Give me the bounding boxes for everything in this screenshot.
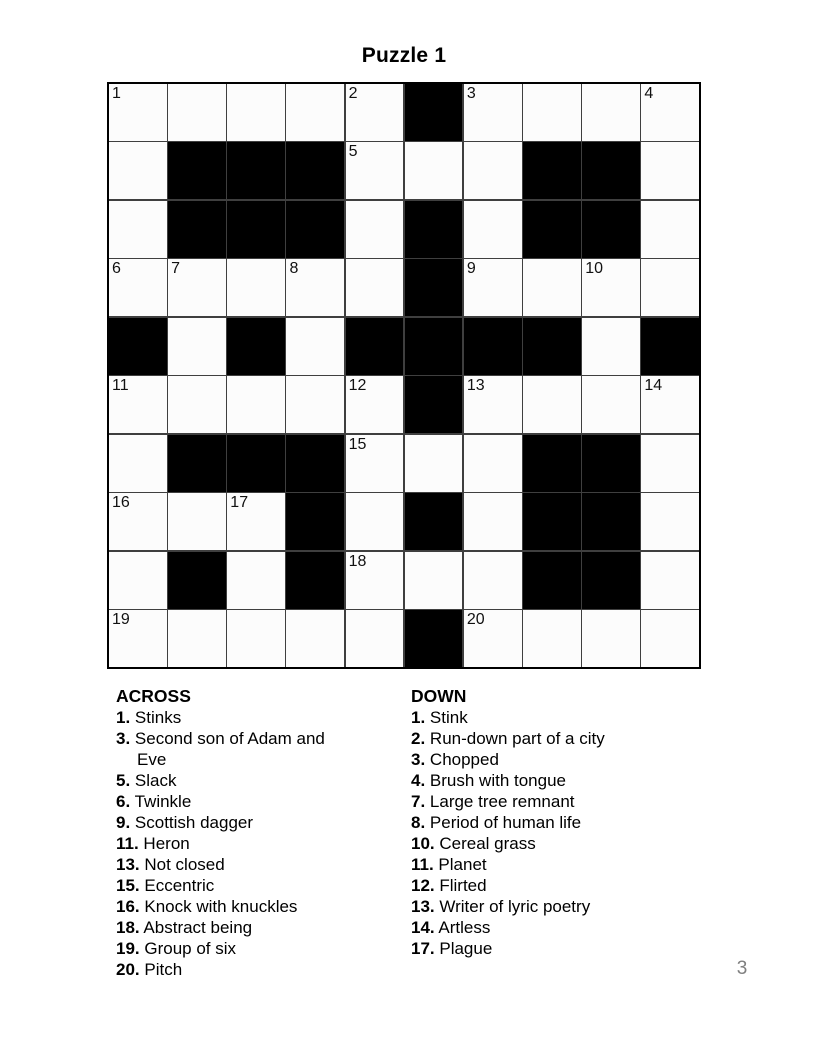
clue [116, 854, 346, 875]
grid-cell-r1c10[interactable] [641, 84, 699, 141]
clue-number: 16. [116, 897, 140, 916]
clue-number: 1. [411, 708, 426, 727]
black-cell-r3c8 [523, 201, 581, 258]
clue-number: 4. [411, 771, 426, 790]
black-cell-r5c5 [346, 318, 404, 375]
clue-text: Twinkle [130, 792, 192, 811]
clue-number: 13. [411, 897, 435, 916]
black-cell-r5c8 [523, 318, 581, 375]
clue-number: 19. [116, 939, 140, 958]
black-cell-r9c2 [168, 552, 226, 609]
grid-cell-r4c2[interactable] [168, 259, 226, 316]
cell-number: 12 [348, 377, 367, 395]
grid-cell-r5c9[interactable] [582, 318, 640, 375]
clue-text: Slack [130, 771, 177, 790]
clue-number: 9. [116, 813, 131, 832]
black-cell-r7c2 [168, 435, 226, 492]
black-cell-r4c6 [405, 259, 463, 316]
black-cell-r8c4 [286, 493, 344, 550]
clue-text: Writer of lyric poetry [434, 897, 591, 916]
clue-text: Brush with tongue [425, 771, 566, 790]
black-cell-r7c8 [523, 435, 581, 492]
grid-cell-r9c5[interactable] [346, 552, 404, 609]
grid-cell-r1c8[interactable] [523, 84, 581, 141]
clue [411, 707, 701, 728]
cell-number: 11 [112, 377, 129, 395]
clue-text: Period of human life [425, 813, 582, 832]
clue-number: 10. [411, 834, 435, 853]
cell-number: 19 [112, 611, 130, 629]
clue [116, 917, 346, 938]
grid-cell-r8c10[interactable] [641, 493, 699, 550]
clue [116, 896, 346, 917]
grid-cell-r10c3[interactable] [227, 610, 285, 667]
clue-text: Large tree remnant [425, 792, 575, 811]
clue-number: 6. [116, 792, 131, 811]
cell-number: 16 [112, 494, 130, 512]
black-cell-r7c9 [582, 435, 640, 492]
clue-number: 8. [411, 813, 426, 832]
black-cell-r10c6 [405, 610, 463, 667]
clue [411, 791, 701, 812]
cell-number: 6 [112, 260, 121, 278]
clue-text: Plague [434, 939, 493, 958]
grid-cell-r6c3[interactable] [227, 376, 285, 433]
clue-number: 11. [411, 855, 434, 874]
grid-cell-r3c10[interactable] [641, 201, 699, 258]
grid-cell-r1c5[interactable] [346, 84, 404, 141]
grid-cell-r1c4[interactable] [286, 84, 344, 141]
clue [411, 917, 701, 938]
grid-cell-r10c10[interactable] [641, 610, 699, 667]
black-cell-r5c6 [405, 318, 463, 375]
grid-cell-r2c7[interactable] [464, 142, 522, 199]
black-cell-r5c7 [464, 318, 522, 375]
grid-cell-r1c7[interactable] [464, 84, 522, 141]
black-cell-r9c8 [523, 552, 581, 609]
clue-number: 7. [411, 792, 426, 811]
black-cell-r9c9 [582, 552, 640, 609]
cell-number: 9 [466, 260, 476, 278]
grid-cell-r10c7[interactable] [464, 610, 522, 667]
grid-cell-r2c1[interactable] [109, 142, 167, 199]
puzzle-title: Puzzle 1 [361, 44, 447, 67]
grid-cell-r10c2[interactable] [168, 610, 226, 667]
grid-cell-r10c5[interactable] [346, 610, 404, 667]
black-cell-r2c8 [523, 142, 581, 199]
grid-cell-r1c9[interactable] [582, 84, 640, 141]
clue [116, 938, 346, 959]
clue-number: 15. [116, 876, 140, 895]
cell-number: 8 [289, 260, 299, 278]
grid-cell-r8c1[interactable] [109, 493, 167, 550]
grid-cell-r2c6[interactable] [405, 142, 463, 199]
black-cell-r5c10 [641, 318, 699, 375]
grid-cell-r4c1[interactable] [109, 259, 167, 316]
clue [116, 770, 346, 791]
clue [411, 812, 701, 833]
clue [411, 854, 701, 875]
grid-cell-r4c10[interactable] [641, 259, 699, 316]
grid-cell-r1c1[interactable] [109, 84, 167, 141]
cell-number: 1 [112, 85, 121, 102]
clue-text: Stinks [130, 708, 182, 727]
clue-text: Flirted [434, 876, 487, 895]
grid-cell-r5c4[interactable] [286, 318, 344, 375]
grid-cell-r4c5[interactable] [346, 259, 404, 316]
cell-number: 3 [466, 85, 476, 102]
grid-cell-r3c5[interactable] [346, 201, 404, 258]
grid-cell-r4c4[interactable] [286, 259, 344, 316]
cell-number: 15 [348, 435, 367, 453]
black-cell-r8c8 [523, 493, 581, 550]
across-heading: ACROSS [116, 686, 191, 706]
grid-cell-r5c2[interactable] [168, 318, 226, 375]
black-cell-r8c9 [582, 493, 640, 550]
grid-cell-r10c9[interactable] [582, 610, 640, 667]
down-heading: DOWN [411, 686, 467, 706]
grid-cell-r7c10[interactable] [641, 435, 699, 492]
clue [411, 833, 701, 854]
clue [411, 770, 701, 791]
clue [116, 791, 346, 812]
cell-number: 14 [644, 377, 663, 395]
grid-cell-r10c8[interactable] [523, 610, 581, 667]
black-cell-r7c4 [286, 435, 344, 492]
black-cell-r8c6 [405, 493, 463, 550]
grid-cell-r9c10[interactable] [641, 552, 699, 609]
clue-number: 2. [411, 729, 426, 748]
grid-cell-r4c3[interactable] [227, 259, 285, 316]
grid-cell-r1c3[interactable] [227, 84, 285, 141]
clue-text: Cereal grass [434, 834, 536, 853]
grid-cell-r9c1[interactable] [109, 552, 167, 609]
grid-cell-r10c4[interactable] [286, 610, 344, 667]
grid-cell-r4c9[interactable] [582, 259, 640, 316]
black-cell-r1c6 [405, 84, 463, 141]
cell-number: 7 [171, 260, 181, 278]
cell-number: 13 [466, 377, 485, 395]
grid-cell-r4c8[interactable] [523, 259, 581, 316]
clue [116, 833, 346, 854]
clue-number: 20. [116, 960, 140, 979]
cell-number: 4 [644, 85, 654, 102]
grid-cell-r6c7[interactable] [464, 376, 522, 433]
clue-text: Planet [433, 855, 487, 874]
clue [411, 938, 701, 959]
cell-number: 10 [585, 260, 603, 278]
grid-cell-r8c2[interactable] [168, 493, 226, 550]
clue-text: Pitch [139, 960, 183, 979]
clue-text: Scottish dagger [130, 813, 254, 832]
grid-cell-r8c5[interactable] [346, 493, 404, 550]
cell-number: 5 [348, 143, 358, 161]
cell-number: 2 [348, 85, 358, 102]
grid-cell-r2c5[interactable] [346, 142, 404, 199]
clue-text: Heron [138, 834, 190, 853]
black-cell-r2c4 [286, 142, 344, 199]
grid-cell-r8c3[interactable] [227, 493, 285, 550]
clue-text: Knock with knuckles [139, 897, 298, 916]
grid-cell-r3c1[interactable] [109, 201, 167, 258]
clue-number: 12. [411, 876, 435, 895]
clue-text: Chopped [425, 750, 499, 769]
grid-cell-r6c1[interactable] [109, 376, 167, 433]
clue [116, 875, 346, 896]
clue [411, 896, 701, 917]
clue [411, 875, 701, 896]
clue-number: 5. [116, 771, 131, 790]
grid-cell-r6c4[interactable] [286, 376, 344, 433]
black-cell-r2c9 [582, 142, 640, 199]
clue-number: 18. [116, 918, 140, 937]
clue [411, 749, 701, 770]
grid-cell-r1c2[interactable] [168, 84, 226, 141]
grid-cell-r7c6[interactable] [405, 435, 463, 492]
grid-cell-r9c7[interactable] [464, 552, 522, 609]
black-cell-r3c6 [405, 201, 463, 258]
black-cell-r7c3 [227, 435, 285, 492]
across-clues [116, 686, 346, 980]
black-cell-r3c2 [168, 201, 226, 258]
grid-cell-r10c1[interactable] [109, 610, 167, 667]
clue-text: Eccentric [139, 876, 215, 895]
grid-cell-r6c2[interactable] [168, 376, 226, 433]
cell-number: 18 [348, 552, 367, 570]
grid-cell-r6c9[interactable] [582, 376, 640, 433]
clue-text: Artless [434, 918, 491, 937]
black-cell-r2c2 [168, 142, 226, 199]
down-clues [411, 686, 701, 959]
grid-cell-r4c7[interactable] [464, 259, 522, 316]
black-cell-r2c3 [227, 142, 285, 199]
crossword-grid [107, 82, 701, 669]
black-cell-r3c9 [582, 201, 640, 258]
black-cell-r5c3 [227, 318, 285, 375]
clue [116, 812, 346, 833]
grid-cell-r6c5[interactable] [346, 376, 404, 433]
grid-cell-r9c3[interactable] [227, 552, 285, 609]
black-cell-r9c4 [286, 552, 344, 609]
black-cell-r3c3 [227, 201, 285, 258]
clue-number: 3. [411, 750, 426, 769]
grid-cell-r7c5[interactable] [346, 435, 404, 492]
clue-text: Group of six [139, 939, 237, 958]
clue-text: Run-down part of a city [425, 729, 605, 748]
clue-text: Second son of Adam and Eve [130, 729, 325, 769]
grid-cell-r9c6[interactable] [405, 552, 463, 609]
clue-text: Stink [425, 708, 468, 727]
clue-text: Abstract being [139, 918, 253, 937]
clue-number: 3. [116, 729, 131, 748]
page-number: 3 [736, 958, 748, 979]
black-cell-r5c1 [109, 318, 167, 375]
cell-number: 17 [230, 494, 249, 512]
clue-number: 17. [411, 939, 435, 958]
black-cell-r3c4 [286, 201, 344, 258]
grid-cell-r7c1[interactable] [109, 435, 167, 492]
grid-cell-r8c7[interactable] [464, 493, 522, 550]
clue-number: 11. [116, 834, 139, 853]
grid-cell-r7c7[interactable] [464, 435, 522, 492]
grid-cell-r6c10[interactable] [641, 376, 699, 433]
clue [116, 728, 346, 770]
cell-number: 20 [466, 611, 485, 629]
clue [411, 728, 701, 749]
clue-text: Not closed [139, 855, 225, 874]
grid-cell-r6c8[interactable] [523, 376, 581, 433]
clue-number: 14. [411, 918, 435, 937]
clue-number: 13. [116, 855, 140, 874]
black-cell-r6c6 [405, 376, 463, 433]
clue [116, 959, 346, 980]
clue [116, 707, 346, 728]
clue-number: 1. [116, 708, 131, 727]
grid-cell-r2c10[interactable] [641, 142, 699, 199]
grid-cell-r3c7[interactable] [464, 201, 522, 258]
